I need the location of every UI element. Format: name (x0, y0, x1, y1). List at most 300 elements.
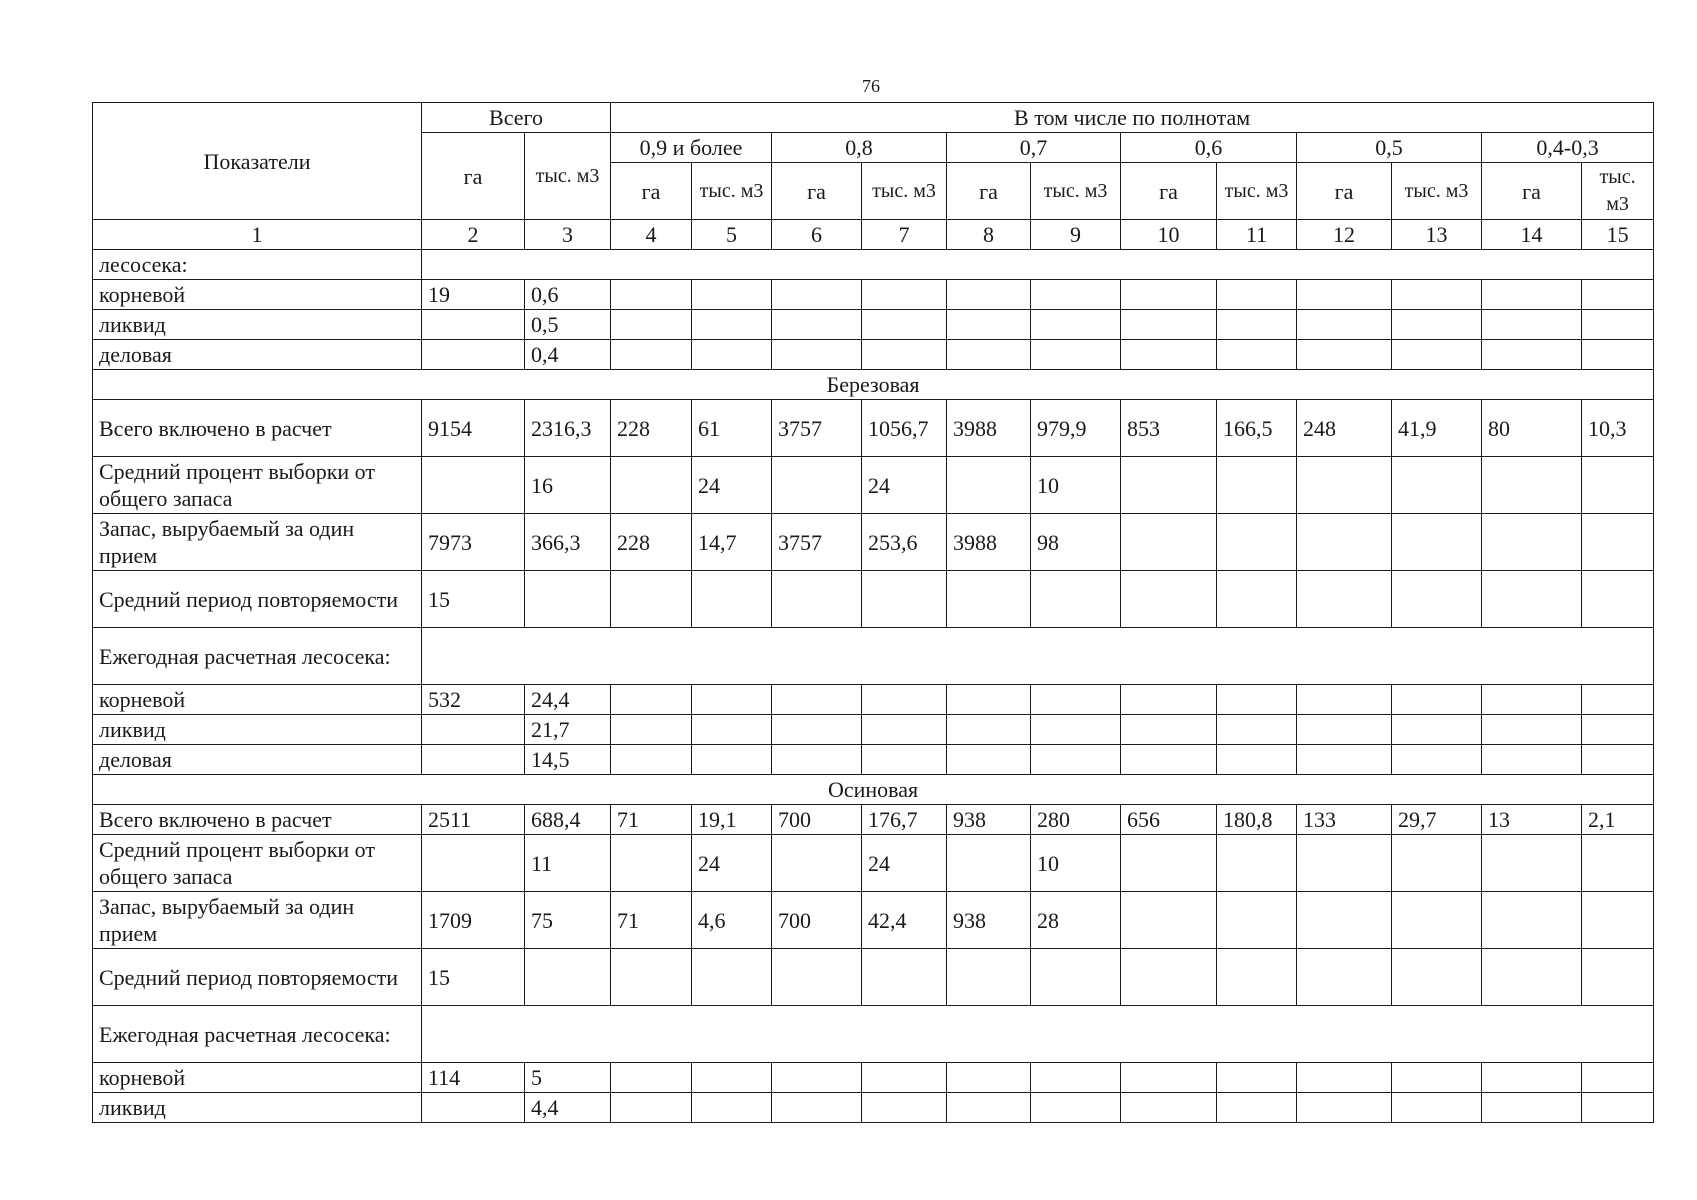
table-cell: 1056,7 (862, 400, 947, 457)
table-cell: 21,7 (525, 715, 611, 745)
table-cell (1392, 1093, 1482, 1123)
table-row (93, 280, 1654, 310)
row-label: ликвид (93, 310, 422, 340)
table-cell (422, 715, 525, 745)
table-cell (611, 571, 692, 628)
table-cell (862, 571, 947, 628)
table-row (93, 685, 1654, 715)
table-cell (1392, 457, 1482, 514)
table-cell (947, 685, 1031, 715)
row-label: Средний период повторяемости (93, 571, 422, 628)
table-cell (947, 715, 1031, 745)
table-cell (611, 949, 692, 1006)
table-cell (692, 715, 772, 745)
merged-empty-cell (422, 250, 1654, 280)
table-row (93, 949, 1654, 1006)
table-cell (1031, 1093, 1121, 1123)
header-total-ha: га (422, 133, 525, 220)
table-cell (1121, 514, 1217, 571)
table-cell: 0,4 (525, 340, 611, 370)
table-cell (1392, 310, 1482, 340)
table-cell (1217, 685, 1297, 715)
table-cell: 3988 (947, 514, 1031, 571)
table-cell (1582, 835, 1654, 892)
table-cell (611, 1063, 692, 1093)
table-cell (692, 310, 772, 340)
table-cell (1392, 280, 1482, 310)
table-cell (1217, 835, 1297, 892)
table-cell (1392, 715, 1482, 745)
table-cell (1482, 280, 1582, 310)
table-cell: 280 (1031, 805, 1121, 835)
table-cell (1297, 1093, 1392, 1123)
table-cell (692, 571, 772, 628)
table-cell (862, 685, 947, 715)
table-cell (611, 685, 692, 715)
header-unit-m3: тыс. м3 (1217, 163, 1297, 220)
table-cell (1297, 715, 1392, 745)
table-cell: 7973 (422, 514, 525, 571)
table-row (93, 715, 1654, 745)
table-cell (1217, 514, 1297, 571)
header-total-m3: тыс. м3 (525, 133, 611, 220)
table-cell (862, 1093, 947, 1123)
column-number: 15 (1582, 220, 1654, 250)
table-cell: 13 (1482, 805, 1582, 835)
table-cell (1217, 1063, 1297, 1093)
table-cell: 133 (1297, 805, 1392, 835)
table-cell: 688,4 (525, 805, 611, 835)
table-cell (947, 745, 1031, 775)
table-cell (422, 745, 525, 775)
table-cell (772, 310, 862, 340)
table-cell: 98 (1031, 514, 1121, 571)
row-label: Средний процент выборки от общего запаса (93, 835, 422, 892)
header-unit-m3: тыс. м3 (1582, 163, 1654, 220)
row-label: Запас, вырубаемый за один прием (93, 514, 422, 571)
table-row (93, 1006, 1654, 1063)
table-cell (1392, 949, 1482, 1006)
table-cell: 0,6 (525, 280, 611, 310)
table-cell: 938 (947, 892, 1031, 949)
table-cell (1121, 310, 1217, 340)
table-row (93, 340, 1654, 370)
header-density-group: 0,6 (1121, 133, 1297, 163)
table-cell (422, 1093, 525, 1123)
table-cell (1392, 892, 1482, 949)
table-cell: 4,6 (692, 892, 772, 949)
table-cell (1297, 280, 1392, 310)
table-row (93, 457, 1654, 514)
table-cell (1297, 685, 1392, 715)
table-cell (611, 745, 692, 775)
table-cell (1031, 715, 1121, 745)
table-cell (1121, 715, 1217, 745)
table-cell (1121, 835, 1217, 892)
table-row (93, 310, 1654, 340)
page-number: 76 (862, 76, 880, 96)
table-cell: 1709 (422, 892, 525, 949)
table-row (93, 400, 1654, 457)
table-cell (772, 340, 862, 370)
table-cell (1482, 340, 1582, 370)
table-cell: 0,5 (525, 310, 611, 340)
table-cell (1217, 1093, 1297, 1123)
row-label: Ежегодная расчетная лесосека: (93, 628, 422, 685)
table-cell: 2511 (422, 805, 525, 835)
table-cell (1297, 310, 1392, 340)
table-cell (1121, 892, 1217, 949)
table-row (93, 571, 1654, 628)
table-cell (1031, 949, 1121, 1006)
header-density-group: 0,7 (947, 133, 1121, 163)
table-cell (1297, 571, 1392, 628)
table-cell (1297, 340, 1392, 370)
table-cell (1121, 457, 1217, 514)
column-number: 8 (947, 220, 1031, 250)
table-row (93, 892, 1654, 949)
section-row (93, 775, 1654, 805)
table-cell (422, 457, 525, 514)
column-number: 6 (772, 220, 862, 250)
table-cell: 24 (862, 457, 947, 514)
table-cell (611, 457, 692, 514)
table-cell (1217, 949, 1297, 1006)
table-cell (1582, 715, 1654, 745)
table-cell (862, 1063, 947, 1093)
table-cell (692, 280, 772, 310)
table-cell (1297, 514, 1392, 571)
table-cell (1482, 685, 1582, 715)
table-cell (1582, 745, 1654, 775)
table-cell (1582, 280, 1654, 310)
table-cell (1121, 340, 1217, 370)
header-unit-ha: га (1482, 163, 1582, 220)
table-cell (1392, 571, 1482, 628)
table-row (93, 1063, 1654, 1093)
table-cell (1217, 457, 1297, 514)
table-cell (1217, 340, 1297, 370)
column-number: 1 (93, 220, 422, 250)
row-label: ликвид (93, 1093, 422, 1123)
table-cell (1482, 1063, 1582, 1093)
table-cell: 979,9 (1031, 400, 1121, 457)
table-cell (1121, 949, 1217, 1006)
table-cell: 42,4 (862, 892, 947, 949)
section-title: Осиновая (93, 775, 1654, 805)
table-cell (1031, 1063, 1121, 1093)
table-row (93, 745, 1654, 775)
column-number: 2 (422, 220, 525, 250)
header-unit-ha: га (1121, 163, 1217, 220)
table-cell (525, 571, 611, 628)
table-cell (692, 1093, 772, 1123)
table-cell (1392, 835, 1482, 892)
table-cell (947, 280, 1031, 310)
table-cell: 3757 (772, 400, 862, 457)
row-label: Ежегодная расчетная лесосека: (93, 1006, 422, 1063)
column-number: 5 (692, 220, 772, 250)
table-cell (1217, 745, 1297, 775)
table-cell (1392, 685, 1482, 715)
table-cell: 3757 (772, 514, 862, 571)
table-cell: 366,3 (525, 514, 611, 571)
table-cell (1031, 340, 1121, 370)
table-cell: 19 (422, 280, 525, 310)
column-number: 14 (1482, 220, 1582, 250)
table-cell (1482, 892, 1582, 949)
table-cell (772, 571, 862, 628)
table-cell (422, 310, 525, 340)
table-cell (1031, 685, 1121, 715)
row-label: Всего включено в расчет (93, 400, 422, 457)
table-cell: 29,7 (1392, 805, 1482, 835)
table-cell (1297, 745, 1392, 775)
table-cell (772, 745, 862, 775)
table-cell: 938 (947, 805, 1031, 835)
table-cell (1582, 1093, 1654, 1123)
table-cell: 700 (772, 892, 862, 949)
table-cell (692, 745, 772, 775)
table-cell: 853 (1121, 400, 1217, 457)
table-cell (1482, 1093, 1582, 1123)
table-cell (1392, 745, 1482, 775)
column-number: 11 (1217, 220, 1297, 250)
table-cell (862, 715, 947, 745)
table-cell: 253,6 (862, 514, 947, 571)
table-cell (1482, 745, 1582, 775)
table-cell: 228 (611, 514, 692, 571)
table-cell (1482, 835, 1582, 892)
row-label: ликвид (93, 715, 422, 745)
table-cell (947, 1063, 1031, 1093)
row-label: корневой (93, 1063, 422, 1093)
merged-empty-cell (422, 1006, 1654, 1063)
table-cell (422, 340, 525, 370)
row-label: корневой (93, 280, 422, 310)
table-cell (1217, 571, 1297, 628)
table-row (93, 1093, 1654, 1123)
section-row (93, 370, 1654, 400)
merged-empty-cell (422, 628, 1654, 685)
table-cell: 10,3 (1582, 400, 1654, 457)
header-unit-ha: га (772, 163, 862, 220)
table-cell (1031, 745, 1121, 775)
table-cell (1297, 892, 1392, 949)
table-cell: 24 (692, 457, 772, 514)
table-cell (1121, 571, 1217, 628)
table-cell (862, 949, 947, 1006)
table-cell (772, 715, 862, 745)
table-cell (772, 835, 862, 892)
header-unit-ha: га (947, 163, 1031, 220)
table-cell (772, 1093, 862, 1123)
table-cell: 11 (525, 835, 611, 892)
table-cell (692, 1063, 772, 1093)
table-cell (1582, 514, 1654, 571)
header-unit-ha: га (611, 163, 692, 220)
table-cell (1582, 892, 1654, 949)
table-cell (1482, 457, 1582, 514)
table-cell: 3988 (947, 400, 1031, 457)
table-cell: 4,4 (525, 1093, 611, 1123)
table-cell: 71 (611, 805, 692, 835)
table-row (93, 250, 1654, 280)
table-cell (1482, 571, 1582, 628)
header-unit-ha: га (1297, 163, 1392, 220)
table-cell: 16 (525, 457, 611, 514)
table-cell (422, 835, 525, 892)
table-cell (862, 340, 947, 370)
column-number: 12 (1297, 220, 1392, 250)
table-cell (947, 949, 1031, 1006)
table-cell (947, 457, 1031, 514)
header-indicators: Показатели (93, 103, 422, 220)
section-title: Березовая (93, 370, 1654, 400)
table-cell: 15 (422, 571, 525, 628)
table-cell (1582, 949, 1654, 1006)
table-cell (611, 1093, 692, 1123)
table-cell: 61 (692, 400, 772, 457)
table-cell: 9154 (422, 400, 525, 457)
forest-report-table (92, 102, 1654, 1123)
row-label: деловая (93, 745, 422, 775)
row-label: Всего включено в расчет (93, 805, 422, 835)
row-label: корневой (93, 685, 422, 715)
table-cell: 19,1 (692, 805, 772, 835)
table-cell (611, 280, 692, 310)
table-cell (1121, 1063, 1217, 1093)
column-number: 9 (1031, 220, 1121, 250)
header-total: Всего (422, 103, 611, 133)
table-cell: 114 (422, 1063, 525, 1093)
table-cell (1031, 280, 1121, 310)
table-cell (611, 715, 692, 745)
table-cell (772, 1063, 862, 1093)
table-cell (947, 340, 1031, 370)
column-number: 13 (1392, 220, 1482, 250)
table-cell (1482, 715, 1582, 745)
table-cell (1582, 685, 1654, 715)
table-cell (1217, 892, 1297, 949)
row-label: Средний процент выборки от общего запаса (93, 457, 422, 514)
table-cell: 180,8 (1217, 805, 1297, 835)
table-cell: 15 (422, 949, 525, 1006)
row-label: Запас, вырубаемый за один прием (93, 892, 422, 949)
table-cell: 248 (1297, 400, 1392, 457)
table-cell (692, 685, 772, 715)
table-cell (525, 949, 611, 1006)
table-row (93, 835, 1654, 892)
table-cell (1582, 457, 1654, 514)
table-cell: 176,7 (862, 805, 947, 835)
table-cell: 2316,3 (525, 400, 611, 457)
table-cell (1217, 280, 1297, 310)
table-cell: 24 (692, 835, 772, 892)
table-cell: 14,7 (692, 514, 772, 571)
table-cell: 41,9 (1392, 400, 1482, 457)
table-cell: 2,1 (1582, 805, 1654, 835)
table-cell (1297, 457, 1392, 514)
table-cell (862, 280, 947, 310)
table-cell: 700 (772, 805, 862, 835)
row-label: лесосека: (93, 250, 422, 280)
table-cell (1482, 514, 1582, 571)
table-cell (1031, 571, 1121, 628)
table-cell: 532 (422, 685, 525, 715)
table-cell (1121, 1093, 1217, 1123)
table-cell (772, 949, 862, 1006)
column-number: 4 (611, 220, 692, 250)
table-cell (1217, 715, 1297, 745)
table-cell (947, 571, 1031, 628)
table-cell: 24,4 (525, 685, 611, 715)
table-cell (1392, 514, 1482, 571)
header-by-density: В том числе по полнотам (611, 103, 1654, 133)
table-cell (611, 835, 692, 892)
table-cell (1297, 1063, 1392, 1093)
header-density-group: 0,4-0,3 (1482, 133, 1654, 163)
table-cell (1392, 340, 1482, 370)
table-cell: 14,5 (525, 745, 611, 775)
table-cell: 24 (862, 835, 947, 892)
table-cell (1482, 310, 1582, 340)
table-cell (1582, 1063, 1654, 1093)
column-number: 3 (525, 220, 611, 250)
column-number: 7 (862, 220, 947, 250)
header-unit-m3: тыс. м3 (692, 163, 772, 220)
table-cell (1582, 571, 1654, 628)
row-label: Средний период повторяемости (93, 949, 422, 1006)
table-cell: 10 (1031, 835, 1121, 892)
table-cell (947, 835, 1031, 892)
table-cell: 80 (1482, 400, 1582, 457)
table-cell (611, 340, 692, 370)
table-cell (692, 949, 772, 1006)
table-cell: 5 (525, 1063, 611, 1093)
table-cell (692, 340, 772, 370)
table-cell (1217, 310, 1297, 340)
header-unit-m3: тыс. м3 (1392, 163, 1482, 220)
table-cell (1392, 1063, 1482, 1093)
row-label: деловая (93, 340, 422, 370)
table-cell (862, 310, 947, 340)
table-row (93, 805, 1654, 835)
table-row (93, 628, 1654, 685)
table-cell: 28 (1031, 892, 1121, 949)
table-cell (1031, 310, 1121, 340)
table-cell: 166,5 (1217, 400, 1297, 457)
header-unit-m3: тыс. м3 (862, 163, 947, 220)
table-row (93, 514, 1654, 571)
header-density-group: 0,8 (772, 133, 947, 163)
table-cell (862, 745, 947, 775)
table-cell (772, 685, 862, 715)
table-cell (1482, 949, 1582, 1006)
table-cell: 228 (611, 400, 692, 457)
header-density-group: 0,9 и более (611, 133, 772, 163)
table-cell (772, 280, 862, 310)
table-cell (1121, 280, 1217, 310)
table-cell (1121, 745, 1217, 775)
table-cell: 10 (1031, 457, 1121, 514)
table-cell (772, 457, 862, 514)
table-cell (611, 310, 692, 340)
table-cell: 71 (611, 892, 692, 949)
table-cell (1297, 949, 1392, 1006)
table-cell (1297, 835, 1392, 892)
header-unit-m3: тыс. м3 (1031, 163, 1121, 220)
